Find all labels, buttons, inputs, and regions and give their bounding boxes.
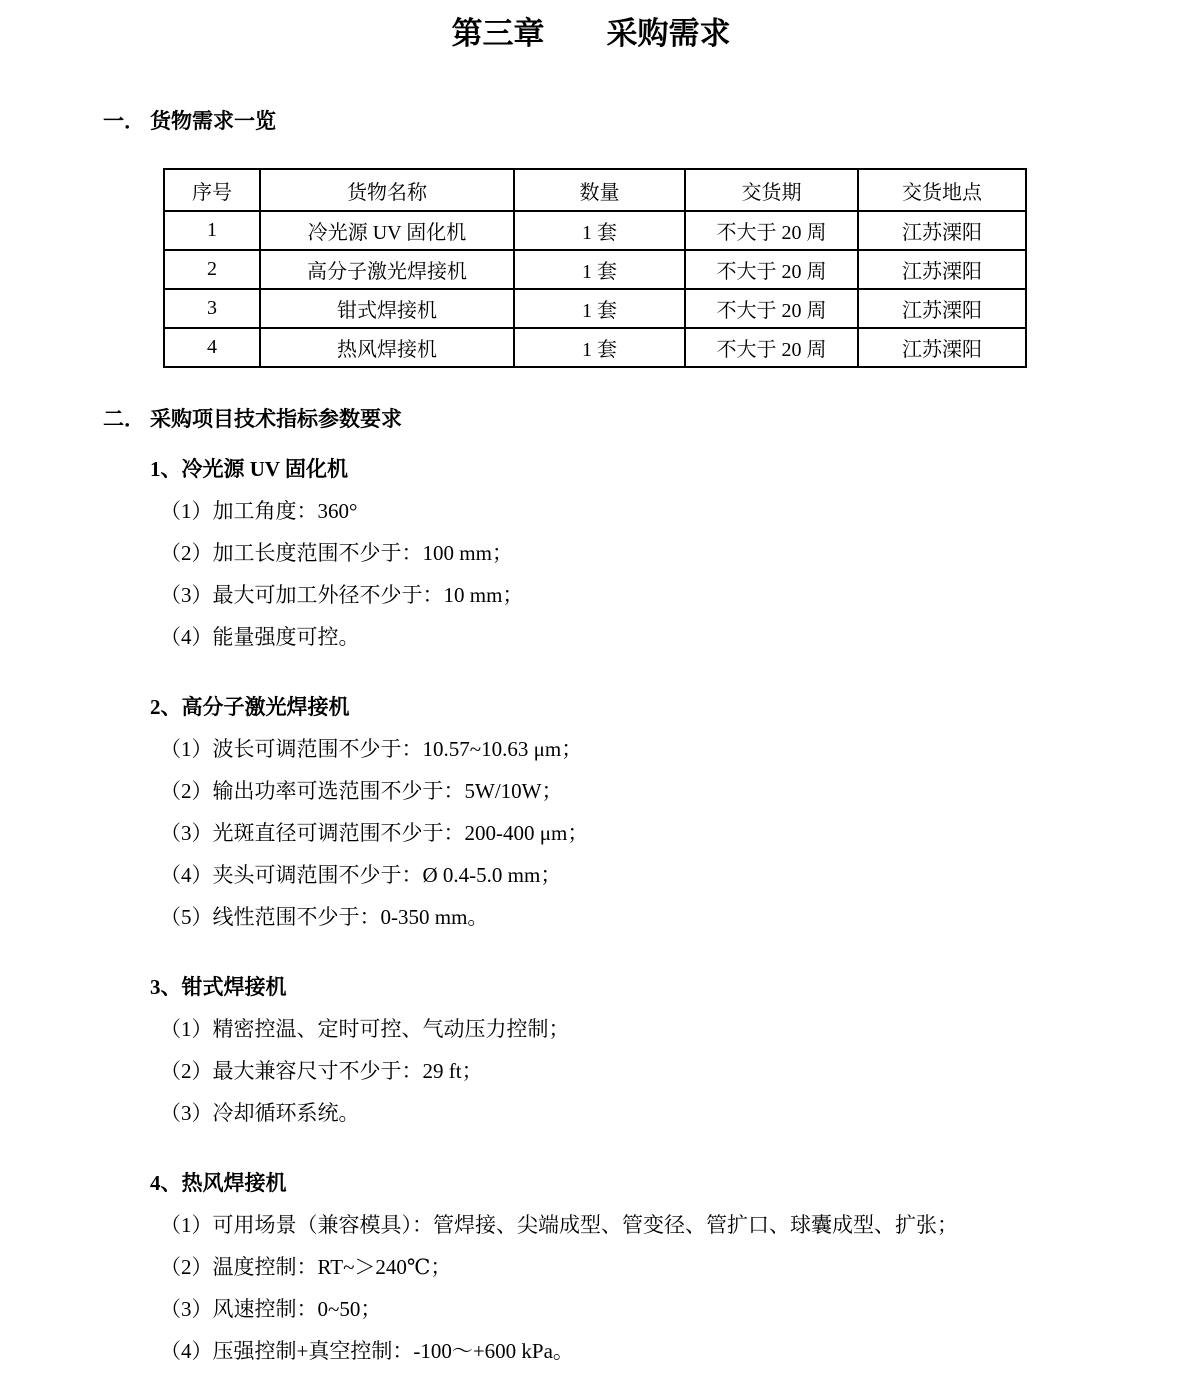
section-one-title: 货物需求一览: [150, 109, 276, 133]
cell-quantity: 1 套: [514, 328, 685, 367]
header-cell-delivery-time: 交货期: [685, 169, 858, 211]
cell-delivery-place: 江苏溧阳: [858, 211, 1026, 250]
header-cell-quantity: 数量: [514, 169, 685, 211]
goods-table: [163, 168, 1027, 368]
spec-item: （1）精密控温、定时可控、气动压力控制；: [160, 1017, 570, 1041]
table-row: [164, 250, 1026, 289]
cell-delivery-time: 不大于 20 周: [685, 250, 858, 289]
spec-item: （3）冷却循环系统。: [160, 1101, 360, 1125]
spec-group-clamp-welder: [103, 966, 1142, 1134]
cell-index: 2: [164, 250, 260, 289]
spec-group-laser-welder: [103, 686, 1142, 938]
cell-goods-name: 热风焊接机: [260, 328, 514, 367]
section-one-heading: [103, 106, 1142, 136]
header-cell-goods-name: 货物名称: [260, 169, 514, 211]
section-two-number: 二．: [103, 407, 145, 431]
spec-item: （2）加工长度范围不少于：100 mm；: [160, 541, 513, 565]
cell-delivery-place: 江苏溧阳: [858, 289, 1026, 328]
spec-item: （5）线性范围不少于：0-350 mm。: [160, 905, 489, 929]
spec-item: （2）最大兼容尺寸不少于：29 ft；: [160, 1059, 483, 1083]
table-row: [164, 289, 1026, 328]
table-row: [164, 211, 1026, 250]
table-row: [164, 328, 1026, 367]
spec-group-title: 2、高分子激光焊接机: [150, 695, 350, 719]
doc-title: 第三章 采购需求: [451, 16, 731, 51]
spec-item: （1）可用场景（兼容模具）：管焊接、尖端成型、管变径、管扩口、球囊成型、扩张；: [160, 1213, 958, 1237]
spec-group-uv-curing: [103, 448, 1142, 658]
cell-delivery-time: 不大于 20 周: [685, 211, 858, 250]
cell-delivery-place: 江苏溧阳: [858, 250, 1026, 289]
header-cell-index: 序号: [164, 169, 260, 211]
cell-goods-name: 冷光源 UV 固化机: [260, 211, 514, 250]
section-two-heading: [103, 404, 1142, 434]
cell-index: 1: [164, 211, 260, 250]
spec-group-hot-air-welder: [103, 1162, 1142, 1372]
spec-item: （3）风速控制：0~50；: [160, 1297, 382, 1321]
spec-item: （3）光斑直径可调范围不少于：200-400 μm；: [160, 821, 589, 845]
section-two-title: 采购项目技术指标参数要求: [150, 407, 402, 431]
spec-item: （2）输出功率可选范围不少于：5W/10W；: [160, 779, 563, 803]
cell-delivery-time: 不大于 20 周: [685, 289, 858, 328]
table-header-row: [164, 169, 1026, 211]
spec-group-title: 3、钳式焊接机: [150, 975, 287, 999]
spec-item: （4）夹头可调范围不少于：Ø 0.4-5.0 mm；: [160, 863, 562, 887]
cell-delivery-place: 江苏溧阳: [858, 328, 1026, 367]
cell-goods-name: 高分子激光焊接机: [260, 250, 514, 289]
spec-item: （4）压强控制+真空控制：-100～+600 kPa。: [160, 1339, 574, 1363]
cell-index: 3: [164, 289, 260, 328]
spec-item: （1）加工角度：360°: [160, 499, 358, 523]
cell-index: 4: [164, 328, 260, 367]
section-one-number: 一．: [103, 109, 145, 133]
spec-item: （3）最大可加工外径不少于：10 mm；: [160, 583, 524, 607]
cell-quantity: 1 套: [514, 250, 685, 289]
spec-item: （1）波长可调范围不少于：10.57~10.63 μm；: [160, 737, 583, 761]
spec-group-title: 4、热风焊接机: [150, 1171, 287, 1195]
cell-quantity: 1 套: [514, 289, 685, 328]
header-cell-delivery-place: 交货地点: [858, 169, 1026, 211]
cell-quantity: 1 套: [514, 211, 685, 250]
spec-item: （4）能量强度可控。: [160, 625, 360, 649]
cell-goods-name: 钳式焊接机: [260, 289, 514, 328]
spec-group-title: 1、冷光源 UV 固化机: [150, 457, 348, 481]
spec-item: （2）温度控制：RT~＞240℃；: [160, 1255, 452, 1279]
cell-delivery-time: 不大于 20 周: [685, 328, 858, 367]
